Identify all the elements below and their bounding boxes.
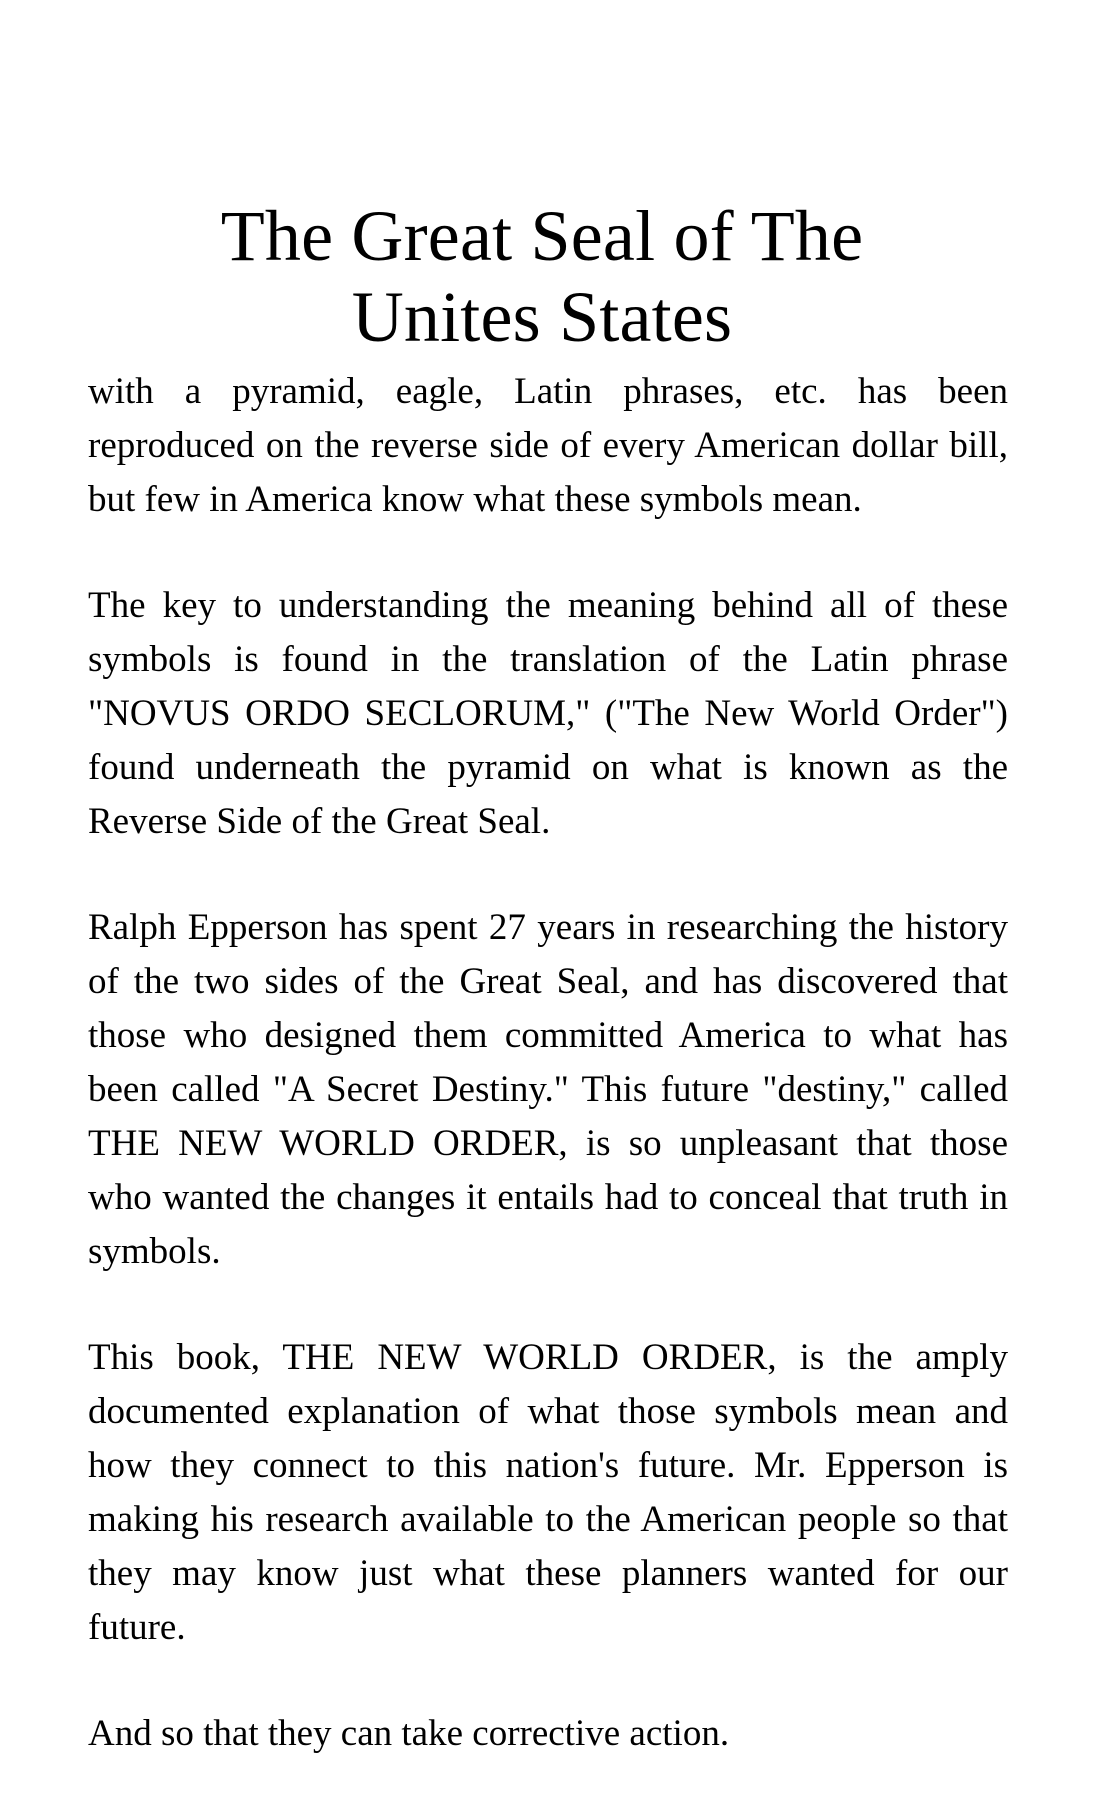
page-title-line-1: The Great Seal of The — [220, 196, 864, 276]
paragraph-latin-key: The key to understanding the meaning behind all of these symbols is found in the translation of the Latin phrase "NOVUS ORDO SECLORUM," ("The New World Order") found underneath the pyramid on what is known as the Reverse Side of the Great Seal. — [88, 584, 1008, 842]
paragraph-book-description: This book, THE NEW WORLD ORDER, is the amply documented explanation of what those symbols mean and how they connect to this nation's future. Mr. Epperson is making his research available to the American people so that they may know just what these planners wanted for our future. — [88, 1336, 1008, 1648]
page-title — [88, 196, 1008, 359]
paragraph-epperson-research: Ralph Epperson has spent 27 years in researching the history of the two sides of the Great Seal, and has discovered that those who designed them committed America to what has been called "A Secret Destiny." This future "destiny," called THE NEW WORLD ORDER, is so unpleasant that those who wanted the changes it entails had to conceal that truth in symbols. — [88, 906, 1008, 1272]
paragraph-closing: And so that they can take corrective action. — [88, 1712, 730, 1754]
page-title-line-2: Unites States — [351, 277, 733, 358]
paragraph-intro: with a pyramid, eagle, Latin phrases, etc. has been reproduced on the reverse side of every American dollar bill, but few in America know what these symbols mean. — [88, 370, 1008, 520]
document-content — [88, 196, 1008, 1761]
